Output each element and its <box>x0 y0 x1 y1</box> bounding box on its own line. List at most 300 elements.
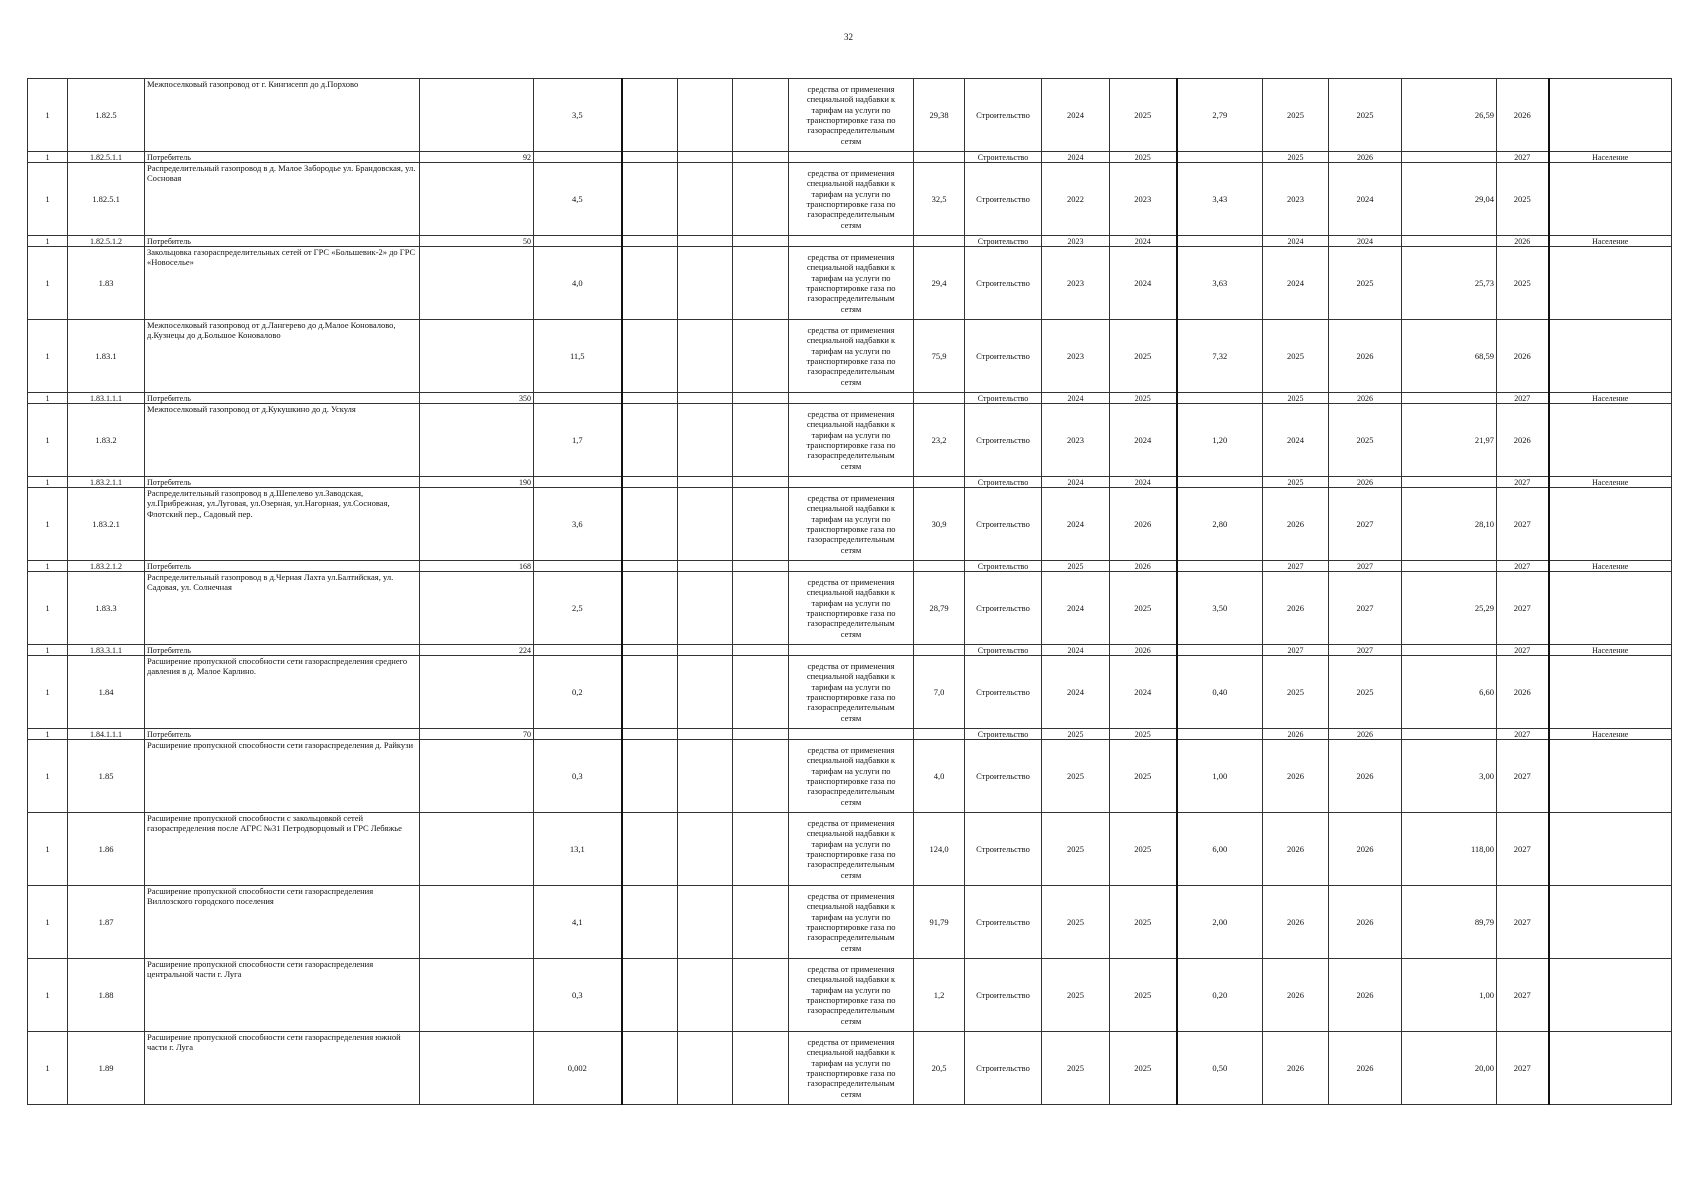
cell-year-3: 2027 <box>1263 561 1329 572</box>
cell-value-1 <box>1177 645 1263 656</box>
cell-number: 1 <box>28 656 68 729</box>
funding-source-line: специальной надбавки к <box>806 755 896 766</box>
cell-value-1: 3,43 <box>1177 163 1263 236</box>
cell-year-5: 2026 <box>1497 320 1549 393</box>
cell-cost: 29,38 <box>914 79 965 152</box>
cell-consumer-count: 168 <box>420 561 534 572</box>
cell-year-4: 2024 <box>1329 163 1402 236</box>
funding-source-line: газораспределительным <box>807 1005 895 1016</box>
cell-empty <box>678 163 733 236</box>
cell-value-2: 68,59 <box>1402 320 1497 393</box>
funding-source-line: тарифам на услуги по <box>811 345 891 356</box>
cell-funding-source <box>789 740 914 813</box>
cell-empty <box>622 393 678 404</box>
cell-empty <box>622 236 678 247</box>
cell-consumer-count <box>420 813 534 886</box>
cell-value-2: 3,00 <box>1402 740 1497 813</box>
table-row-consumer <box>28 236 1672 247</box>
cell-year-3: 2026 <box>1263 959 1329 1032</box>
funding-source-line: тарифам на услуги по <box>811 838 891 849</box>
cell-empty <box>622 729 678 740</box>
cell-cost: 75,9 <box>914 320 965 393</box>
cell-year-5: 2027 <box>1497 729 1549 740</box>
cell-year-5: 2026 <box>1497 79 1549 152</box>
cell-category <box>1549 572 1672 645</box>
cell-category <box>1549 740 1672 813</box>
cell-funding-source <box>789 393 914 404</box>
cell-empty <box>678 152 733 163</box>
funding-source-text <box>791 325 911 387</box>
cell-empty <box>622 886 678 959</box>
cell-length: 11,5 <box>534 320 622 393</box>
cell-object-name: Потребитель <box>145 645 420 656</box>
cell-year-start: 2024 <box>1042 488 1110 561</box>
cell-value-2: 25,29 <box>1402 572 1497 645</box>
cell-funding-source <box>789 645 914 656</box>
cell-work-kind: Строительство <box>965 152 1042 163</box>
cell-number: 1 <box>28 152 68 163</box>
cell-code: 1.82.5.1 <box>68 163 145 236</box>
cell-year-start: 2024 <box>1042 393 1110 404</box>
funding-source-line: средства от применения <box>807 492 895 503</box>
cell-consumer-count <box>420 163 534 236</box>
plan-table-body <box>28 79 1672 1105</box>
cell-work-kind: Строительство <box>965 477 1042 488</box>
cell-object-name: Расширение пропускной способности сети газораспределения Виллозского городского поселения <box>145 886 420 959</box>
cell-consumer-count: 350 <box>420 393 534 404</box>
cell-value-1 <box>1177 729 1263 740</box>
cell-category: Население <box>1549 393 1672 404</box>
funding-source-line: сетям <box>840 544 862 555</box>
cell-year-4: 2025 <box>1329 247 1402 320</box>
cell-year-3: 2024 <box>1263 247 1329 320</box>
cell-category <box>1549 813 1672 886</box>
cell-cost: 23,2 <box>914 404 965 477</box>
cell-work-kind: Строительство <box>965 236 1042 247</box>
cell-code: 1.85 <box>68 740 145 813</box>
cell-funding-source <box>789 959 914 1032</box>
cell-cost <box>914 477 965 488</box>
funding-source-line: сетям <box>840 376 862 387</box>
cell-code: 1.89 <box>68 1032 145 1105</box>
cell-consumer-count <box>420 959 534 1032</box>
cell-empty <box>678 1032 733 1105</box>
cell-code: 1.83.1.1.1 <box>68 393 145 404</box>
funding-source-line: сетям <box>840 628 862 639</box>
cell-empty <box>622 645 678 656</box>
table-row <box>28 79 1672 152</box>
cell-category <box>1549 247 1672 320</box>
cell-empty <box>733 729 789 740</box>
funding-source-line: средства от применения <box>807 660 895 671</box>
table-row-consumer <box>28 477 1672 488</box>
cell-consumer-count <box>420 404 534 477</box>
funding-source-line: транспортировке газа по <box>806 608 896 618</box>
cell-length: 4,0 <box>534 247 622 320</box>
cell-year-4: 2026 <box>1329 477 1402 488</box>
cell-empty <box>733 404 789 477</box>
cell-year-end: 2026 <box>1110 488 1177 561</box>
cell-funding-source <box>789 572 914 645</box>
funding-source-line: специальной надбавки к <box>806 503 896 514</box>
cell-year-start: 2024 <box>1042 477 1110 488</box>
cell-work-kind: Строительство <box>965 561 1042 572</box>
cell-empty <box>733 740 789 813</box>
cell-work-kind: Строительство <box>965 645 1042 656</box>
funding-source-line: средства от применения <box>807 963 895 974</box>
funding-source-line: специальной надбавки к <box>806 974 896 985</box>
cell-consumer-count <box>420 320 534 393</box>
cell-funding-source <box>789 247 914 320</box>
funding-source-line: газораспределительным <box>807 786 895 797</box>
funding-source-line: газораспределительным <box>807 534 895 545</box>
cell-value-1: 0,20 <box>1177 959 1263 1032</box>
cell-empty <box>678 236 733 247</box>
table-row <box>28 320 1672 393</box>
cell-year-4: 2027 <box>1329 488 1402 561</box>
cell-length: 0,002 <box>534 1032 622 1105</box>
cell-length: 0,3 <box>534 959 622 1032</box>
cell-year-5: 2027 <box>1497 813 1549 886</box>
funding-source-text <box>791 493 911 555</box>
cell-year-start: 2025 <box>1042 886 1110 959</box>
funding-source-line: газораспределительным <box>807 125 895 136</box>
cell-value-1: 0,50 <box>1177 1032 1263 1105</box>
cell-object-name: Потребитель <box>145 561 420 572</box>
cell-consumer-count <box>420 79 534 152</box>
cell-empty <box>622 488 678 561</box>
cell-value-2: 21,97 <box>1402 404 1497 477</box>
cell-value-2 <box>1402 645 1497 656</box>
cell-value-2: 26,59 <box>1402 79 1497 152</box>
cell-empty <box>733 247 789 320</box>
cell-category <box>1549 1032 1672 1105</box>
cell-empty <box>733 320 789 393</box>
cell-cost <box>914 152 965 163</box>
cell-value-2 <box>1402 236 1497 247</box>
table-row <box>28 813 1672 886</box>
cell-consumer-count: 92 <box>420 152 534 163</box>
cell-cost: 1,2 <box>914 959 965 1032</box>
cell-year-5: 2027 <box>1497 886 1549 959</box>
funding-source-line: средства от применения <box>807 1036 895 1047</box>
funding-source-line: тарифам на услуги по <box>811 681 891 692</box>
cell-year-end: 2025 <box>1110 1032 1177 1105</box>
cell-empty <box>622 959 678 1032</box>
cell-object-name: Межпоселковый газопровод от д.Кукушкино до д. Ускуля <box>145 404 420 477</box>
cell-length: 13,1 <box>534 813 622 886</box>
cell-cost: 28,79 <box>914 572 965 645</box>
funding-source-line: средства от применения <box>807 83 895 94</box>
funding-source-text <box>791 577 911 639</box>
cell-consumer-count: 224 <box>420 645 534 656</box>
cell-year-5: 2027 <box>1497 1032 1549 1105</box>
cell-empty <box>733 656 789 729</box>
funding-source-line: тарифам на услуги по <box>811 272 891 283</box>
funding-source-line: сетям <box>840 219 862 230</box>
cell-code: 1.86 <box>68 813 145 886</box>
funding-source-text <box>791 168 911 230</box>
gas-network-plan-table <box>27 78 1672 1105</box>
cell-work-kind: Строительство <box>965 163 1042 236</box>
cell-year-start: 2025 <box>1042 561 1110 572</box>
cell-year-end: 2025 <box>1110 79 1177 152</box>
cell-year-4: 2026 <box>1329 1032 1402 1105</box>
cell-funding-source <box>789 656 914 729</box>
funding-source-line: сетям <box>840 942 862 953</box>
funding-source-line: газораспределительным <box>807 366 895 377</box>
cell-empty <box>678 886 733 959</box>
cell-code: 1.83.2.1.1 <box>68 477 145 488</box>
cell-year-5: 2027 <box>1497 561 1549 572</box>
cell-consumer-count <box>420 1032 534 1105</box>
table-row-consumer <box>28 393 1672 404</box>
funding-source-line: средства от применения <box>807 890 895 901</box>
cell-funding-source <box>789 729 914 740</box>
cell-year-3: 2026 <box>1263 488 1329 561</box>
cell-number: 1 <box>28 79 68 152</box>
cell-year-end: 2025 <box>1110 152 1177 163</box>
cell-category <box>1549 79 1672 152</box>
cell-empty <box>733 561 789 572</box>
cell-year-end: 2026 <box>1110 645 1177 656</box>
cell-code: 1.88 <box>68 959 145 1032</box>
cell-year-end: 2025 <box>1110 572 1177 645</box>
funding-source-line: специальной надбавки к <box>806 178 896 189</box>
cell-category: Население <box>1549 236 1672 247</box>
cell-work-kind: Строительство <box>965 79 1042 152</box>
funding-source-line: транспортировке газа по <box>806 849 896 859</box>
cell-year-4: 2026 <box>1329 813 1402 886</box>
cell-empty <box>678 561 733 572</box>
cell-code: 1.83.3.1.1 <box>68 645 145 656</box>
funding-source-line: сетям <box>840 1015 862 1026</box>
cell-length: 4,1 <box>534 886 622 959</box>
cell-empty <box>622 320 678 393</box>
cell-empty <box>622 247 678 320</box>
funding-source-line: газораспределительным <box>807 293 895 304</box>
cell-empty <box>733 959 789 1032</box>
cell-empty <box>733 79 789 152</box>
funding-source-line: транспортировке газа по <box>806 1068 896 1078</box>
cell-year-5: 2027 <box>1497 152 1549 163</box>
cell-empty <box>678 729 733 740</box>
cell-value-2 <box>1402 561 1497 572</box>
cell-empty <box>622 740 678 813</box>
cell-empty <box>678 393 733 404</box>
cell-value-1: 6,00 <box>1177 813 1263 886</box>
cell-length: 0,2 <box>534 656 622 729</box>
cell-code: 1.83.3 <box>68 572 145 645</box>
cell-length: 3,5 <box>534 79 622 152</box>
cell-number: 1 <box>28 320 68 393</box>
cell-empty <box>622 404 678 477</box>
funding-source-line: транспортировке газа по <box>806 776 896 786</box>
cell-funding-source <box>789 404 914 477</box>
cell-year-start: 2023 <box>1042 404 1110 477</box>
cell-empty <box>733 163 789 236</box>
cell-year-4: 2027 <box>1329 645 1402 656</box>
cell-year-4: 2024 <box>1329 236 1402 247</box>
cell-code: 1.83.2 <box>68 404 145 477</box>
cell-cost <box>914 393 965 404</box>
cell-year-3: 2024 <box>1263 404 1329 477</box>
table-row <box>28 404 1672 477</box>
cell-empty <box>622 163 678 236</box>
cell-year-3: 2023 <box>1263 163 1329 236</box>
cell-year-4: 2025 <box>1329 656 1402 729</box>
cell-year-5: 2027 <box>1497 488 1549 561</box>
funding-source-line: специальной надбавки к <box>806 901 896 912</box>
cell-cost <box>914 645 965 656</box>
funding-source-text <box>791 252 911 314</box>
cell-year-5: 2027 <box>1497 959 1549 1032</box>
cell-year-start: 2022 <box>1042 163 1110 236</box>
cell-work-kind: Строительство <box>965 572 1042 645</box>
cell-category <box>1549 163 1672 236</box>
cell-empty <box>733 813 789 886</box>
cell-funding-source <box>789 813 914 886</box>
cell-number: 1 <box>28 561 68 572</box>
cell-number: 1 <box>28 488 68 561</box>
cell-empty <box>678 740 733 813</box>
cell-funding-source <box>789 886 914 959</box>
cell-object-name: Расширение пропускной способности с закольцовкой сетей газораспределения после АГРС №31 Петродворцовый и ГРС Лебяжье <box>145 813 420 886</box>
funding-source-line: тарифам на услуги по <box>811 984 891 995</box>
cell-empty <box>733 886 789 959</box>
cell-funding-source <box>789 488 914 561</box>
cell-year-end: 2025 <box>1110 959 1177 1032</box>
cell-number: 1 <box>28 729 68 740</box>
funding-source-line: сетям <box>840 135 862 146</box>
funding-source-line: сетям <box>840 712 862 723</box>
cell-number: 1 <box>28 959 68 1032</box>
funding-source-line: средства от применения <box>807 817 895 828</box>
cell-work-kind: Строительство <box>965 320 1042 393</box>
cell-category <box>1549 656 1672 729</box>
cell-value-1: 3,50 <box>1177 572 1263 645</box>
table-row-consumer <box>28 729 1672 740</box>
cell-empty <box>678 645 733 656</box>
page-number: 32 <box>844 32 853 42</box>
cell-length <box>534 477 622 488</box>
cell-cost: 124,0 <box>914 813 965 886</box>
cell-year-3: 2024 <box>1263 236 1329 247</box>
cell-year-5: 2025 <box>1497 247 1549 320</box>
cell-year-4: 2026 <box>1329 393 1402 404</box>
cell-year-4: 2026 <box>1329 886 1402 959</box>
cell-length: 4,5 <box>534 163 622 236</box>
funding-source-text <box>791 818 911 880</box>
cell-year-end: 2025 <box>1110 813 1177 886</box>
cell-year-end: 2024 <box>1110 404 1177 477</box>
cell-consumer-count <box>420 656 534 729</box>
table-row <box>28 959 1672 1032</box>
cell-number: 1 <box>28 1032 68 1105</box>
cell-year-end: 2025 <box>1110 729 1177 740</box>
cell-code: 1.83 <box>68 247 145 320</box>
cell-value-1 <box>1177 393 1263 404</box>
funding-source-line: средства от применения <box>807 167 895 178</box>
cell-year-5: 2027 <box>1497 572 1549 645</box>
cell-year-start: 2024 <box>1042 656 1110 729</box>
cell-year-5: 2025 <box>1497 163 1549 236</box>
cell-number: 1 <box>28 813 68 886</box>
cell-empty <box>733 1032 789 1105</box>
cell-work-kind: Строительство <box>965 886 1042 959</box>
funding-source-line: транспортировке газа по <box>806 692 896 702</box>
cell-cost: 91,79 <box>914 886 965 959</box>
funding-source-line: транспортировке газа по <box>806 922 896 932</box>
table-row <box>28 740 1672 813</box>
cell-category: Население <box>1549 645 1672 656</box>
cell-empty <box>733 393 789 404</box>
cell-value-1: 2,79 <box>1177 79 1263 152</box>
cell-code: 1.83.2.1 <box>68 488 145 561</box>
funding-source-line: транспортировке газа по <box>806 283 896 293</box>
funding-source-line: сетям <box>840 460 862 471</box>
funding-source-line: газораспределительным <box>807 450 895 461</box>
cell-year-start: 2023 <box>1042 236 1110 247</box>
cell-value-1 <box>1177 152 1263 163</box>
cell-value-1: 7,32 <box>1177 320 1263 393</box>
cell-funding-source <box>789 320 914 393</box>
funding-source-line: специальной надбавки к <box>806 587 896 598</box>
cell-category <box>1549 488 1672 561</box>
cell-code: 1.84.1.1.1 <box>68 729 145 740</box>
cell-cost: 32,5 <box>914 163 965 236</box>
funding-source-line: транспортировке газа по <box>806 440 896 450</box>
cell-year-3: 2025 <box>1263 152 1329 163</box>
cell-work-kind: Строительство <box>965 813 1042 886</box>
cell-value-1: 1,00 <box>1177 740 1263 813</box>
cell-cost: 20,5 <box>914 1032 965 1105</box>
cell-work-kind: Строительство <box>965 393 1042 404</box>
cell-number: 1 <box>28 645 68 656</box>
cell-year-3: 2025 <box>1263 79 1329 152</box>
cell-work-kind: Строительство <box>965 488 1042 561</box>
cell-work-kind: Строительство <box>965 1032 1042 1105</box>
cell-number: 1 <box>28 247 68 320</box>
cell-value-1 <box>1177 561 1263 572</box>
funding-source-line: газораспределительным <box>807 209 895 220</box>
cell-value-2: 20,00 <box>1402 1032 1497 1105</box>
cell-code: 1.87 <box>68 886 145 959</box>
funding-source-line: средства от применения <box>807 744 895 755</box>
cell-year-4: 2027 <box>1329 561 1402 572</box>
cell-funding-source <box>789 79 914 152</box>
cell-year-start: 2024 <box>1042 79 1110 152</box>
cell-year-end: 2025 <box>1110 740 1177 813</box>
cell-object-name: Потребитель <box>145 152 420 163</box>
cell-code: 1.84 <box>68 656 145 729</box>
funding-source-line: специальной надбавки к <box>806 1047 896 1058</box>
funding-source-line: тарифам на услуги по <box>811 911 891 922</box>
cell-year-3: 2026 <box>1263 886 1329 959</box>
cell-year-end: 2024 <box>1110 247 1177 320</box>
cell-year-3: 2025 <box>1263 320 1329 393</box>
cell-year-start: 2025 <box>1042 959 1110 1032</box>
cell-work-kind: Строительство <box>965 247 1042 320</box>
cell-length <box>534 645 622 656</box>
cell-number: 1 <box>28 886 68 959</box>
cell-year-3: 2026 <box>1263 740 1329 813</box>
cell-year-4: 2025 <box>1329 404 1402 477</box>
cell-year-start: 2024 <box>1042 572 1110 645</box>
cell-year-start: 2025 <box>1042 1032 1110 1105</box>
cell-year-start: 2024 <box>1042 645 1110 656</box>
cell-value-2: 1,00 <box>1402 959 1497 1032</box>
